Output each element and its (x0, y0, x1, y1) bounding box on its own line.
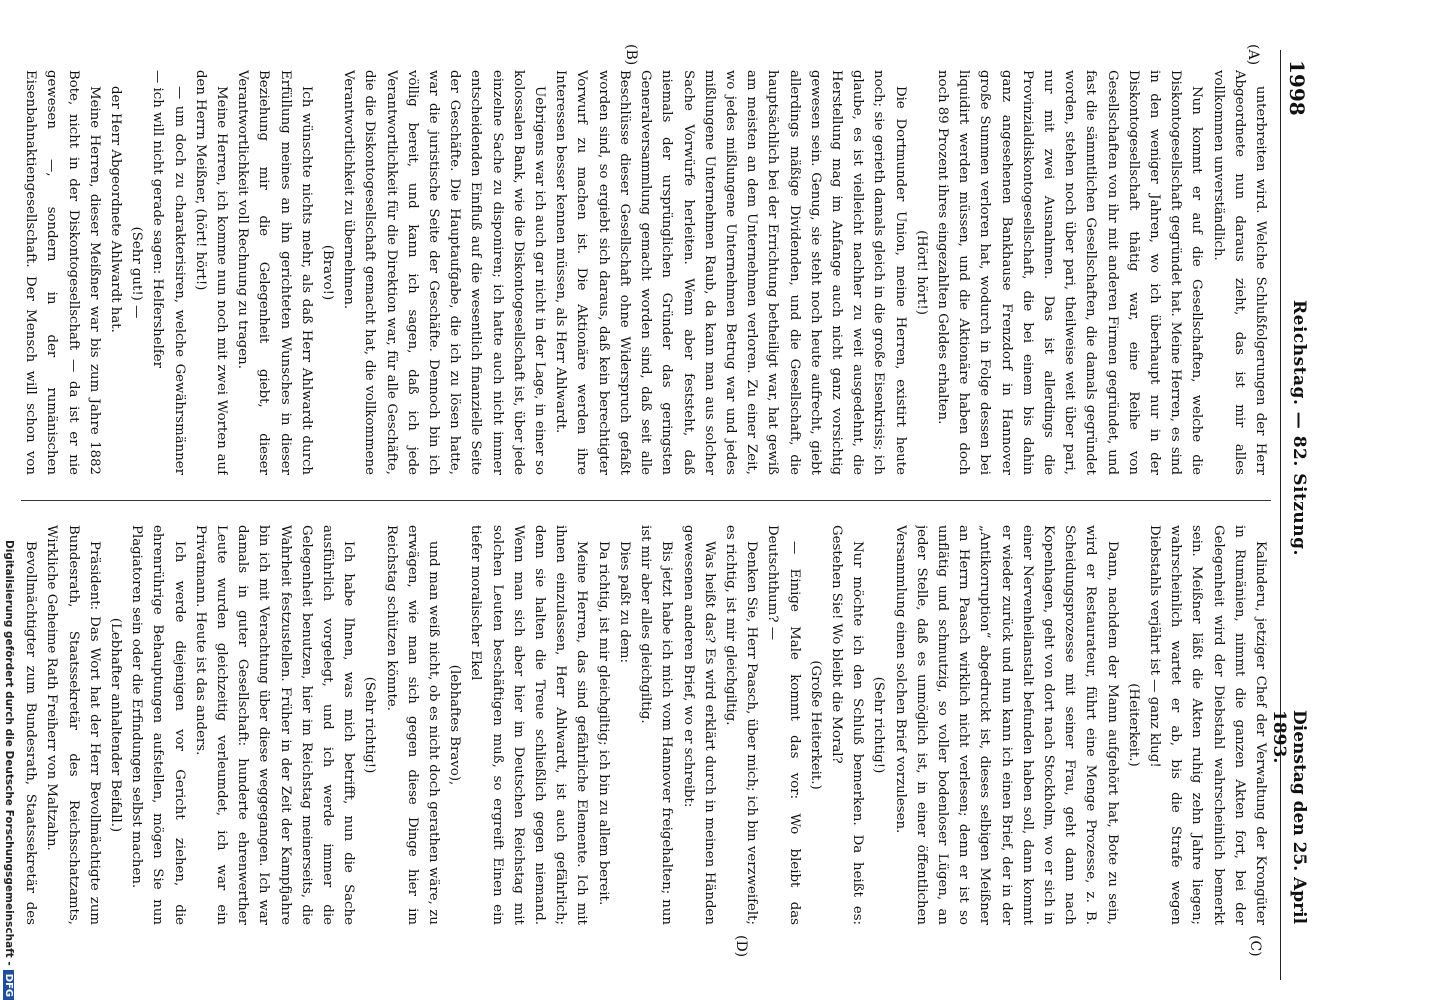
left-column (21, 70, 1271, 475)
interjection: (Bravo!) (320, 244, 336, 301)
paragraph: — um doch zu charakterisiren, welche Gewährsmänner — ich will nicht gerade sagen: Helfershelfer (150, 70, 187, 475)
paragraph: Dann, nachdem der Mann aufgehört hat, Bote zu sein, wird er Restaurateur, führt eine Menge Prozesse, z. B. Scheidungsprozesse mit seiner Frau, geht dann nach Kopenhagen, geht von dort nach Stockholm, wo er sich in einer Nervenheilanstalt befunden haben soll, dann kommt er wieder zurück und nun kann ich einen Brief, der in der „Antikorruption“ abgedruckt ist, dieses selbigen Meißner an Herrn Paasch wirklich nicht verlesen; denn er ist so unflätig und schmutzig, so voller bodenloser Lügen, an jeder Stelle, daß es unmöglich ist, in einer öffentlichen Versammlung einen solchen Brief vorzulesen. (892, 525, 1120, 925)
paragraph: Meine Herren, dieser Meißner war bis zum Jahre 1882 Bote, nicht in der Diskontogesellschaft — da ist er nie gewesen —, sondern in der rumänischen Eisenbahnaktiengesellschaft. Der Mensch will schon von (23, 70, 102, 475)
paragraph: Ich wünschte nichts mehr, als daß Herr Ahlwardt durch Erfüllung meines an ihn gerichteten Wunsches in dieser Beziehung mir die Gelegenheit giebt, dieser Verantwortlichkeit voll Rechnung zu tragen. (235, 70, 314, 475)
interjection: (Große Heiterkeit.) (807, 660, 823, 790)
paragraph: Bis jetzt habe ich mich vom Hannover freigehalten; nun ist mir aber alles gleichgiltig. (638, 525, 675, 925)
paragraph: Meine Herren, ich komme nun noch mit zwei Worten auf den Herrn Meißner, (hört! hört!) (192, 70, 230, 475)
session-title: Reichstag. — 82. Sitzung. (1289, 300, 1309, 556)
paragraph: Bevollmächtigter zum Bundesrath, Staatssekretär des (23, 541, 39, 925)
paragraph: unterbreiten wird. Welche Schlußfolgerungen der Herr Abgeordnete nun daraus zieht, das ist mir alles vollkommen unverständlich. (1210, 70, 1268, 475)
paragraph: Denken Sie, Herr Paasch, über mich; ich bin verzweifelt; es richtig, ist mir gleichgiltig. (722, 525, 760, 925)
dfg-logo: DFG (3, 970, 14, 1000)
session-date: Dienstag den 25. April 1893. (1269, 710, 1309, 925)
paragraph: — Einige Male kommt das vor: Wo bleibt das Deutschthum? — (765, 525, 802, 925)
paragraph: Uebrigens war ich auch gar nicht in der Lage, in einer so kolossalen Bank, wie die Diskontogesellschaft ist, über jede einzelne Sache zu disponiren; ich hatte auch nicht immer entscheidenden Einfluß auf die wesentlich finanzielle Seite der Geschäfte. Die Hauptaufgabe, die ich zu lösen hatte, war die juristische Seite der Geschäfte. Dennoch bin ich völlig bereit, und kann ich sagen, daß ich jede Verantwortlichkeit für die Direktion war, für alle Geschäfte, die die Diskontogesellschaft gemacht hat, die vollkommene Verantwortlichkeit zu übernehmen. (341, 70, 548, 475)
paragraph: Nun kommt er auf die Gesellschaften, welche die Diskontogesellschaft gegründet hat. Meine Herren, es sind in den weniger Jahren, wo ich überhaupt nur in der Diskontogesellschaft thätig war, eine Reihe von Gesellschaften von ihr mit anderen Firmen gegründet, und fast die sämmtlichen Gesellschaften, die damals gegründet worden, stehen noch über pari, theilweise weit über pari, nur mit zwei Ausnahmen. Das ist allerdings die Provinzialdiskontogesellschaft, die bei einem bis dahin ganz angesehenen Bankhause Frenzdorf in Hannover große Summen verloren hat, wodurch in Folge dessen bei liquidirt werden müssen, und die Aktionäre haben doch noch 89 Prozent ihres eingezahlten Geldes erhalten. (934, 70, 1205, 475)
interjection: (Hört! hört!) (913, 230, 929, 315)
paragraph: Präsident: Das Wort hat der Herr Bevollmächtigte zum Bundesrath, Staatssekretär des Reichsschatzamts, Wirkliche Geheime Rath Freiherr von Maltzahn. (44, 525, 102, 925)
paragraph: Die Dortmunder Union, meine Herren, existirt heute noch; sie gerieth damals gleich in die große Eisenkrisis; ich glaube, es ist vielleicht nachher zu weit ausgedehnt, die Herstellung mag im Anfange auch nicht ganz vorsichtig gewesen sein. Genug, sie steht noch heute aufrecht, giebt allerdings mäßige Dividenden, und die Gesellschaft, die hauptsächlich bei der Errichtung betheiligt war, hat gewiß am meisten an dem Unternehmen verloren. Zu einer Zeit, wo jedes mißlungene Unternehmen Betrug war und jedes mißlungene Unternehmen Raub, da kann man aus solcher Sache Vorwürfe herleiten. Wenn aber feststeht, daß niemals der ursprünglichen Gründer das geringsten Generalversammlung gemacht worden sind, daß seit alle Beschlüsse dieser Gesellschaft ohne Widerspruch gefaßt worden sind, so ergiebt sich daraus, daß kein berechtigter Vorwurf zu machen ist. Die Aktionäre werden ihre Interessen besser kennen müssen, als Herr Ahlwardt. (553, 70, 908, 475)
paragraph: Kalinderu, jetziger Chef der Verwaltung der Krongüter in Rumänien, nimmt die ganzen Akten fort, bei der Gelegenheit wird der Diebstahl wahrscheinlich bemerkt sein. Meißner läßt die Akten ruhig zehn Jahre liegen; wahrscheinlich wartet er ab, bis die Strafe wegen Diebstahls verjährt ist — ganz klug! (1146, 525, 1268, 925)
digitization-credit (3, 540, 15, 1000)
page-number: 1998 (1285, 60, 1309, 116)
paragraph: Nur möchte ich den Schluß bemerken. Da heißt es: Gestehen Sie! Wo bleibt die Moral? (828, 525, 866, 925)
interjection: (Lebhafter anhaltender Beifall.) (108, 617, 124, 833)
interjection: (lebhaftes Bravo), (447, 664, 463, 786)
right-column (21, 525, 1271, 925)
paragraph: Ich habe Ihnen, was mich betrifft, nun die Sache ausführlich vorgelegt, und ich werde immer die Gelegenheit benutzen, hier im Reichstag meinerseits, die Wahrheit festzustellen. Früher in der Zeit der Kampfjahre bin ich mit Verachtung über diese weggegangen. Ich war damals in guter Gesellschaft: hunderte ehrenwerther Leute wurden gleichzeitig verleumdet, ich war ein Privatmann. Heute ist das anders. (192, 525, 357, 925)
digitization-credit-text: Digitalisierung gefördert durch die Deutsche Forschungsgemeinschaft - (3, 540, 15, 966)
margin-mark-b: (B) (623, 44, 639, 66)
paragraph: Da richtig, ist mir gleichgiltig; ich bin zu allem bereit. (595, 541, 611, 906)
interjection: (Sehr richtig!) (362, 676, 378, 774)
margin-mark-a: (A) (1245, 44, 1261, 66)
paragraph: Was heißt das? Es wird erklärt durch in meinen Händen gewesenen anderen Brief, wo er schreibt: (680, 525, 717, 925)
paragraph: der Herr Abgeordnete Ahlwardt hat. (108, 86, 124, 333)
interjection: (Sehr richtig!) (871, 676, 887, 774)
page-header (1269, 50, 1339, 980)
margin-mark-c: (C) (1247, 935, 1263, 957)
margin-mark-d: (D) (733, 935, 749, 958)
paragraph: und man weiß nicht, ob es nicht doch gerathen wäre, zu erwägen, wie man sich gegen diese Dinge hier im Reichstag schützen könnte. (383, 525, 442, 925)
paragraph: Ich werde diejenigen vor Gericht ziehen, die ehrenrührige Behauptungen aufstellen, mögen Sie nun Plagiatoren sein oder die Erfindungen selbst machen. (129, 525, 187, 925)
paragraph: Dies paßt zu dem: (616, 541, 632, 663)
column-divider (21, 500, 1271, 501)
interjection: (Sehr gut!) — (129, 226, 145, 319)
interjection: (Heiterkeit.) (1125, 683, 1141, 767)
paragraph: Meine Herren, das sind gefährliche Elemente. Ich mit ihnen einzulassen, Herr Ahlwardt, ist auch gefährlich; denn sie halten die Treue schließlich gegen niemand. Wenn man sich aber hier im Deutschen Reichstag mit solchen Leuten beschäftigen muß, so ergreift Einen ein tiefer moralischer Ekel (468, 525, 590, 925)
